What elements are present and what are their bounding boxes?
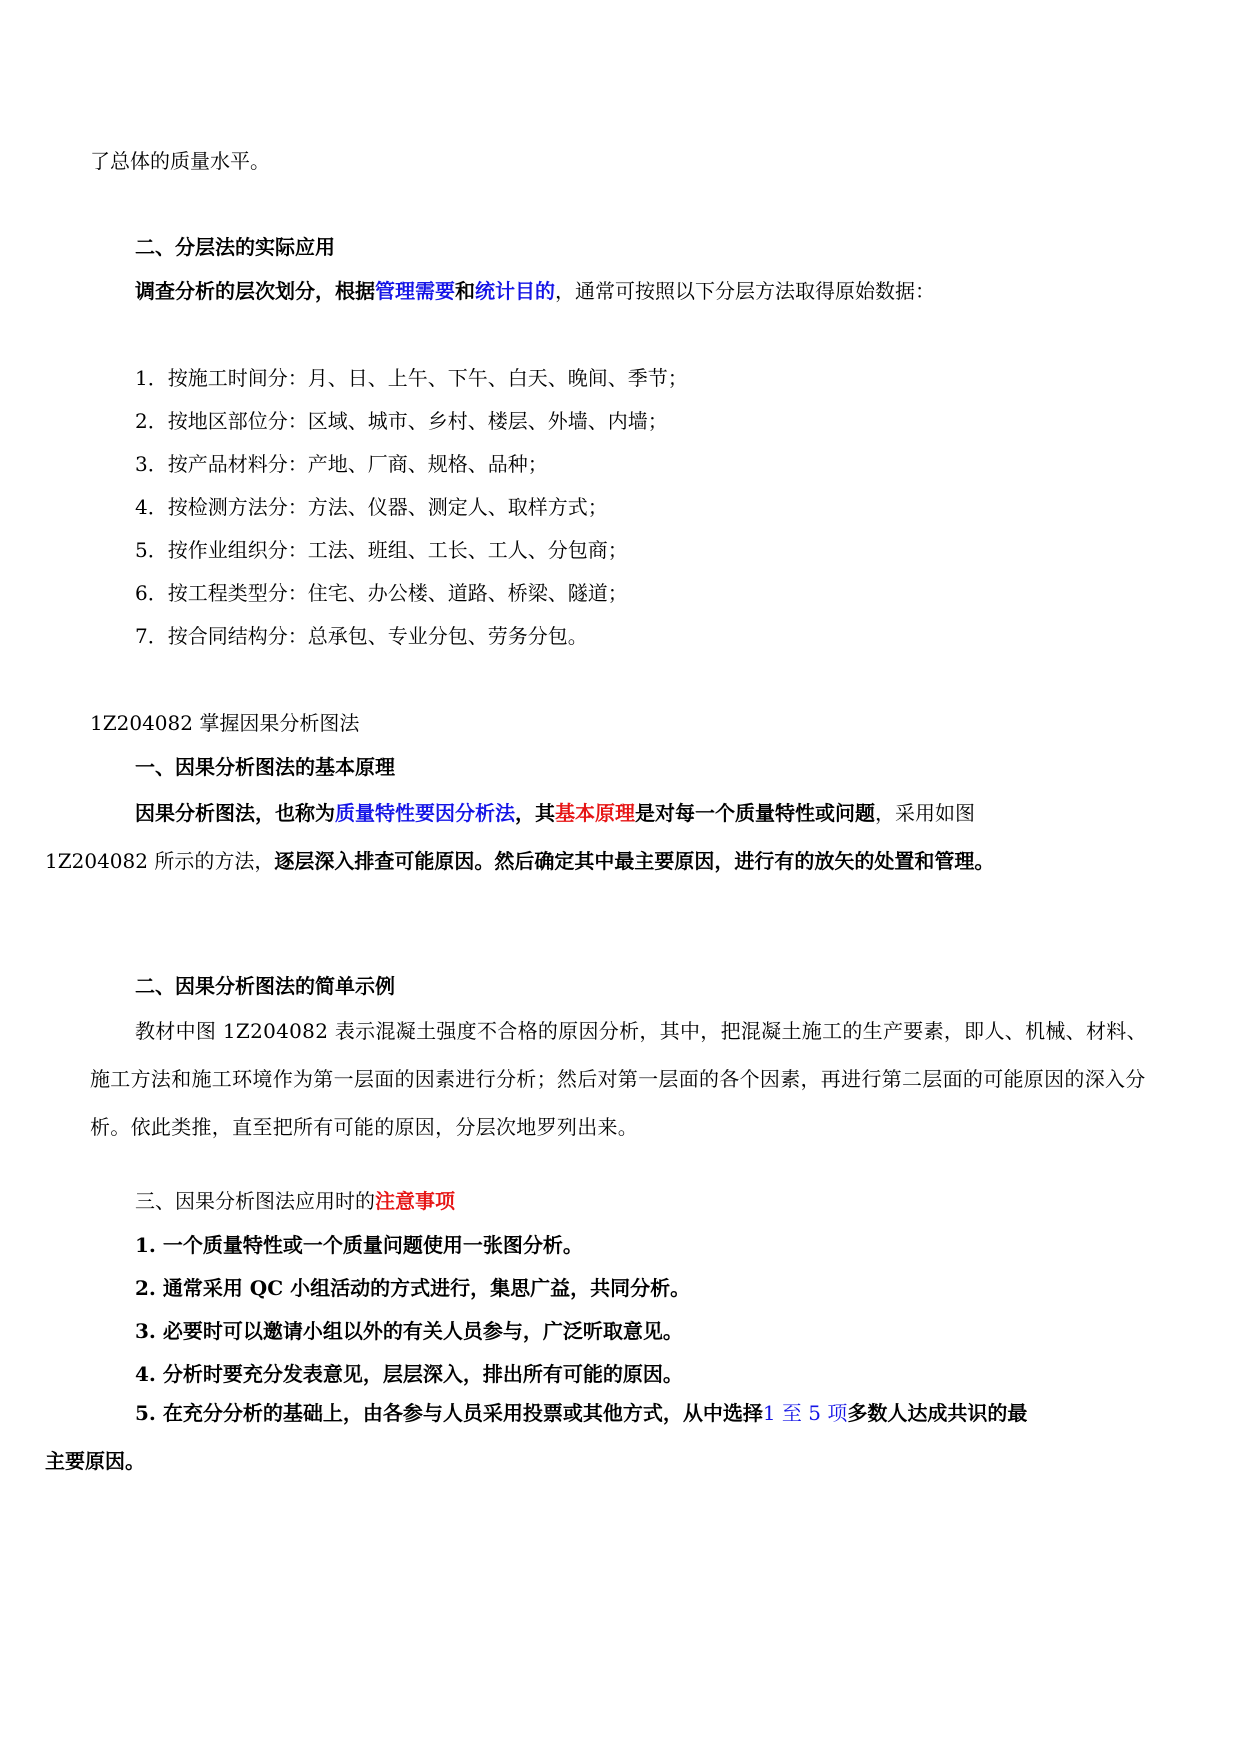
list-item: 1．按施工时间分：月、日、上午、下午、白天、晚间、季节； xyxy=(135,366,688,390)
list-item: 2．按地区部位分：区域、城市、乡村、楼层、外墙、内墙； xyxy=(135,409,668,433)
highlight-management-needs: 管理需要 xyxy=(375,279,455,303)
note5-text-b: 多数人达成共识的最 xyxy=(847,1401,1028,1425)
topic-title: 1Z204082 掌握因果分析图法 xyxy=(90,711,360,735)
principle-text-b: ，其 xyxy=(515,801,555,825)
note5-text-c: 主要原因。 xyxy=(45,1449,145,1473)
intro-and: 和 xyxy=(455,279,475,303)
principle-text-f: 逐层深入排查可能原因。然后确定其中最主要原因，进行有的放矢的处置和管理。 xyxy=(274,849,995,873)
note-item: 2. 通常采用 QC 小组活动的方式进行，集思广益，共同分析。 xyxy=(135,1276,691,1300)
note-item: 4. 分析时要充分发表意见，层层深入，排出所有可能的原因。 xyxy=(135,1362,683,1386)
stratification-intro xyxy=(135,276,935,306)
principle-text-e: 1Z204082 所示的方法， xyxy=(45,849,275,873)
section-heading-notes xyxy=(135,1186,455,1216)
note5-text-a: 5. 在充分分析的基础上，由各参与人员采用投票或其他方式，从中选择 xyxy=(135,1401,763,1425)
list-item: 6．按工程类型分：住宅、办公楼、道路、桥梁、隧道； xyxy=(135,581,628,605)
note-item-5 xyxy=(45,1389,1160,1485)
intro-text: 调查分析的层次划分，根据 xyxy=(135,279,375,303)
principle-text-d: ，采用如图 xyxy=(875,801,975,825)
section-heading-example: 二、因果分析图法的简单示例 xyxy=(135,974,395,998)
list-item: 4．按检测方法分：方法、仪器、测定人、取样方式； xyxy=(135,495,608,519)
continuation-line: 了总体的质量水平。 xyxy=(90,149,270,173)
highlight-basic-principle: 基本原理 xyxy=(555,801,635,825)
list-item: 7．按合同结构分：总承包、专业分包、劳务分包。 xyxy=(135,624,588,648)
highlight-notes: 注意事项 xyxy=(375,1189,455,1213)
list-item: 5．按作业组织分：工法、班组、工长、工人、分包商； xyxy=(135,538,628,562)
note-item: 1. 一个质量特性或一个质量问题使用一张图分析。 xyxy=(135,1233,583,1257)
principle-paragraph xyxy=(45,789,1160,885)
intro-rest: ，通常可按照以下分层方法取得原始数据： xyxy=(555,279,935,303)
note-item: 3. 必要时可以邀请小组以外的有关人员参与，广泛听取意见。 xyxy=(135,1319,683,1343)
highlight-statistical-purpose: 统计目的 xyxy=(475,279,555,303)
principle-text-a: 因果分析图法，也称为 xyxy=(135,801,335,825)
notes-heading-text: 三、因果分析图法应用时的 xyxy=(135,1189,375,1213)
section-heading-principle: 一、因果分析图法的基本原理 xyxy=(135,755,395,779)
principle-text-c: 是对每一个质量特性或问题 xyxy=(635,801,875,825)
highlight-one-to-five: 1 至 5 项 xyxy=(762,1401,848,1425)
section-heading-stratification: 二、分层法的实际应用 xyxy=(135,235,335,259)
list-item: 3．按产品材料分：产地、厂商、规格、品种； xyxy=(135,452,548,476)
highlight-quality-factor-method: 质量特性要因分析法 xyxy=(335,801,515,825)
example-paragraph: 教材中图 1Z204082 表示混凝土强度不合格的原因分析，其中，把混凝土施工的生产要素，即人、机械、材料、施工方法和施工环境作为第一层面的因素进行分析；然后对第一层面的各个因素，再进行第二层面的可能原因的深入分析。依此类推，直至把所有可能的原因，分层次地罗列出来。 xyxy=(90,1019,1147,1139)
